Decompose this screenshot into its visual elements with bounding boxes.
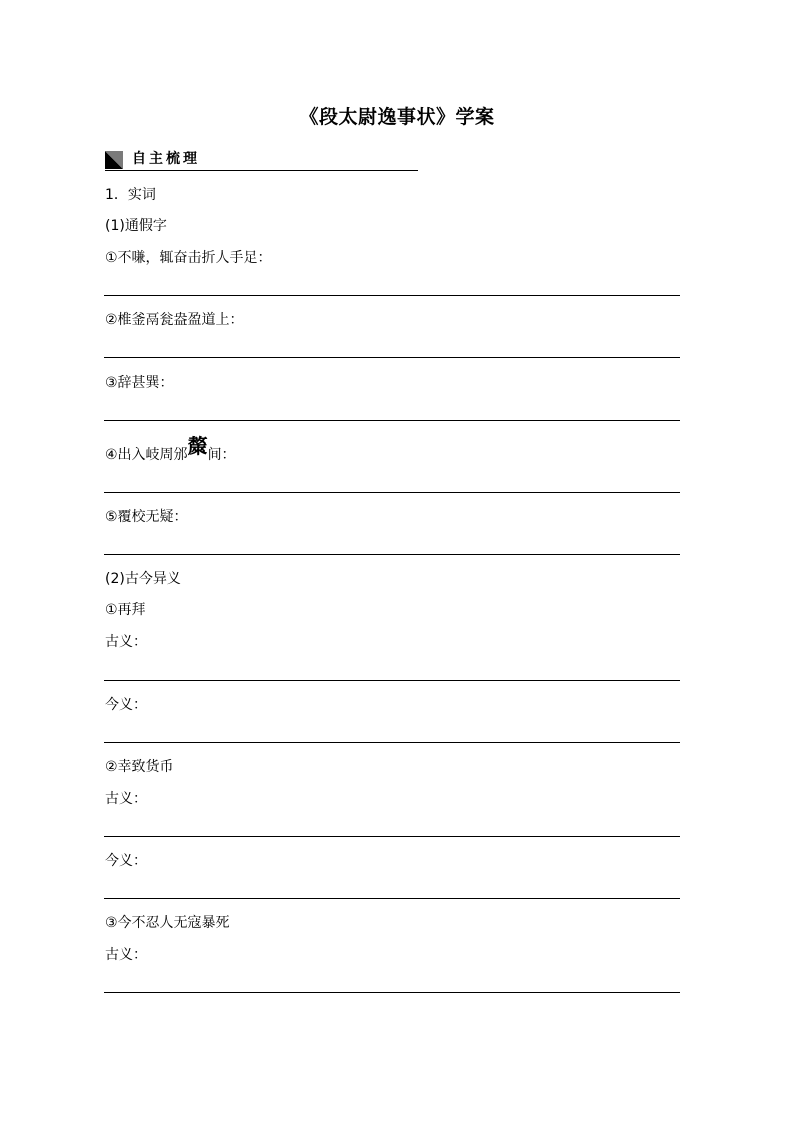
section-heading <box>105 148 418 171</box>
answer-line[interactable] <box>104 492 680 493</box>
ancient-meaning-label: 古义： <box>105 634 147 650</box>
item-heading: 1．实词 <box>105 187 156 203</box>
answer-line[interactable] <box>104 680 680 681</box>
section-corner-icon <box>105 151 123 169</box>
answer-line[interactable] <box>104 295 680 296</box>
question-text <box>105 434 236 465</box>
question-text: ⑤覆校无疑： <box>105 509 188 525</box>
term-title: ②幸致货币 <box>105 759 174 775</box>
answer-line[interactable] <box>104 992 680 993</box>
section-label: 自主梳理 <box>132 151 200 167</box>
page-title: 《段太尉逸事状》学案 <box>299 106 495 128</box>
term-title: ③今不忍人无寇暴死 <box>105 915 230 931</box>
question-text: ②椎釜鬲瓮盎盈道上： <box>105 312 244 328</box>
answer-line[interactable] <box>104 420 680 421</box>
subsection-heading: (1)通假字 <box>105 218 167 234</box>
ancient-meaning-label: 古义： <box>105 947 147 963</box>
term-title: ①再拜 <box>105 602 146 618</box>
question-text-part: 间： <box>207 447 236 463</box>
answer-line[interactable] <box>104 742 680 743</box>
question-text: ③辞甚巽： <box>105 375 174 391</box>
modern-meaning-label: 今义： <box>105 697 147 713</box>
answer-line[interactable] <box>104 898 680 899</box>
answer-line[interactable] <box>104 836 680 837</box>
ancient-meaning-label: 古义： <box>105 791 147 807</box>
variant-character: 斄 <box>187 434 208 458</box>
answer-line[interactable] <box>104 357 680 358</box>
question-text: ①不嗛，辄奋击折人手足： <box>105 250 272 266</box>
subsection-heading: (2)古今异义 <box>105 571 181 587</box>
answer-line[interactable] <box>104 554 680 555</box>
modern-meaning-label: 今义： <box>105 853 147 869</box>
question-text-part: ④出入岐周邠 <box>105 447 188 463</box>
